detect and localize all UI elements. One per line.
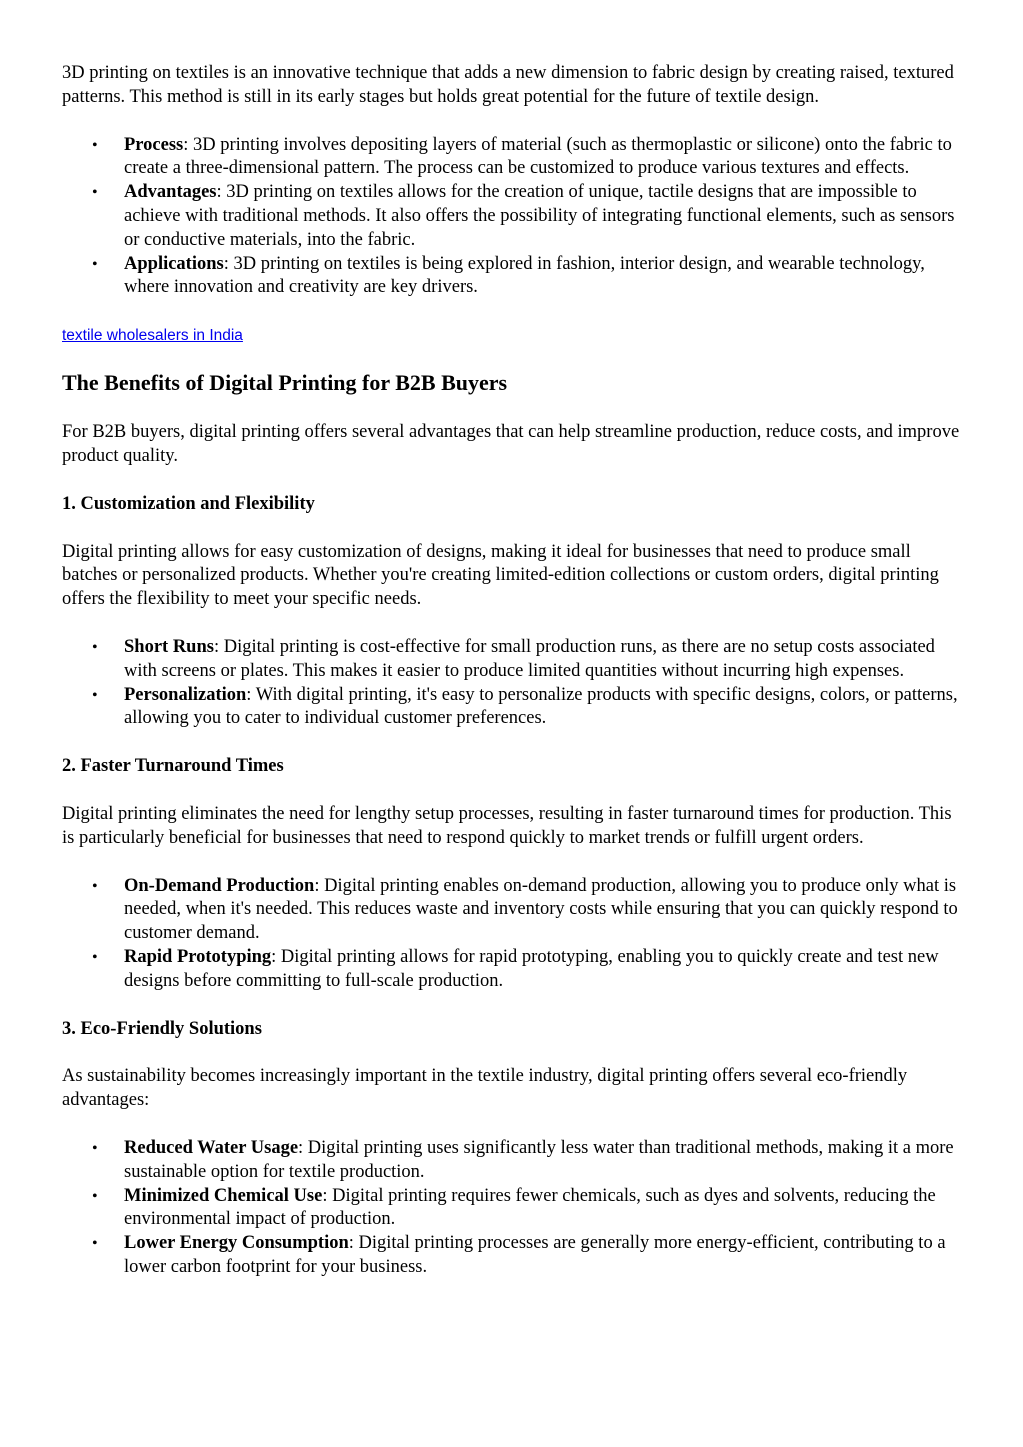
section3-heading: 3. Eco-Friendly Solutions [62, 1018, 262, 1039]
section2-heading: 2. Faster Turnaround Times [62, 756, 284, 777]
list-item [92, 1232, 962, 1280]
list-item-term: Process [124, 134, 184, 155]
list-item [92, 1137, 962, 1185]
bullet-icon: • [92, 638, 98, 656]
list-item [92, 134, 962, 182]
list-item-text: : Digital printing uses significantly less water than traditional methods, making it a more sustainable option for textile production. [124, 1137, 954, 1182]
list-item-term: Personalization [124, 684, 247, 705]
list-item [92, 875, 962, 946]
list-item [92, 1185, 962, 1233]
benefits-intro-paragraph: For B2B buyers, digital printing offers several advantages that can help streamline production, reduce costs, and improve product quality. [62, 422, 960, 466]
list-item [92, 181, 962, 252]
list-item [92, 636, 962, 684]
list-item-term: Short Runs [124, 636, 214, 657]
list-item-term: Lower Energy Consumption [124, 1233, 349, 1254]
list-item-term: Rapid Prototyping [124, 946, 272, 967]
bullet-icon: • [92, 1235, 98, 1253]
section3-paragraph: As sustainability becomes increasingly important in the textile industry, digital printing offers several eco-friendly advantages: [62, 1066, 908, 1111]
bullet-icon: • [92, 948, 98, 966]
list-item-term: Advantages [124, 182, 217, 203]
benefits-heading: The Benefits of Digital Printing for B2B Buyers [62, 370, 508, 396]
list-item-term: Applications [124, 253, 224, 274]
section1-paragraph: Digital printing allows for easy customization of designs, making it ideal for businesses that need to produce small batches or personalized products. Whether you're creating limited-edition collections or custom orders, digital printing offers the flexibility to meet your specific needs. [62, 541, 939, 610]
bullet-icon: • [92, 686, 98, 704]
list-item-term: Minimized Chemical Use [124, 1185, 323, 1206]
list-item-term: Reduced Water Usage [124, 1137, 299, 1158]
list-item [92, 684, 962, 732]
list-item-text: : Digital printing allows for rapid prototyping, enabling you to quickly create and test new designs before committing to full-scale production. [124, 946, 939, 991]
list-item-text: : 3D printing involves depositing layers of material (such as thermoplastic or silicone) onto the fabric to create a three-dimensional pattern. The process can be customized to produce various textures and effects. [124, 134, 952, 179]
bullet-icon: • [92, 1187, 98, 1205]
section2-paragraph: Digital printing eliminates the need for lengthy setup processes, resulting in faster turnaround times for production. This is particularly beneficial for businesses that need to respond quickly to market trends or fulfill urgent orders. [62, 803, 952, 848]
list-item-text: : Digital printing processes are generally more energy-efficient, contributing to a lower carbon footprint for your business. [124, 1233, 946, 1277]
section1-heading: 1. Customization and Flexibility [62, 493, 315, 514]
list-item-text: : 3D printing on textiles is being explored in fashion, interior design, and wearable technology, where innovation and creativity are key drivers. [124, 253, 925, 298]
section2-bullet-list [62, 875, 962, 994]
section1-bullet-list [62, 636, 962, 731]
list-item-text: : 3D printing on textiles allows for the creation of unique, tactile designs that are impossible to achieve with traditional methods. It also offers the possibility of integrating functional elements, such as sensors or conductive materials, into the fabric. [124, 182, 955, 250]
bullet-icon: • [92, 184, 98, 202]
list-item [92, 946, 962, 994]
bullet-icon: • [92, 255, 98, 273]
section3-bullet-list [62, 1137, 962, 1280]
bullet-icon: • [92, 877, 98, 895]
list-item-text: : Digital printing is cost-effective for small production runs, as there are no setup costs associated with screens or plates. This makes it easier to produce limited quantities without incurring high expenses. [124, 636, 935, 681]
bullet-icon: • [92, 136, 98, 154]
bullet-icon: • [92, 1139, 98, 1157]
intro-paragraph: 3D printing on textiles is an innovative technique that adds a new dimension to fabric design by creating raised, textured patterns. This method is still in its early stages but holds great potential for the future of textile design. [62, 63, 954, 107]
textile-wholesalers-link[interactable]: textile wholesalers in India [62, 327, 243, 345]
list-item-text: : Digital printing requires fewer chemicals, such as dyes and solvents, reducing the environmental impact of production. [124, 1185, 936, 1230]
list-item-text: : Digital printing enables on-demand production, allowing you to produce only what is needed, when it's needed. This reduces waste and inventory costs while ensuring that you can quickly respond to customer demand. [124, 875, 958, 944]
list-item [92, 253, 962, 301]
list-item-term: On-Demand Production [124, 875, 315, 896]
document-page [62, 62, 962, 1304]
list-item-text: : With digital printing, it's easy to personalize products with specific designs, colors, or patterns, allowing you to cater to individual customer preferences. [124, 684, 958, 729]
intro-bullet-list [62, 134, 962, 301]
